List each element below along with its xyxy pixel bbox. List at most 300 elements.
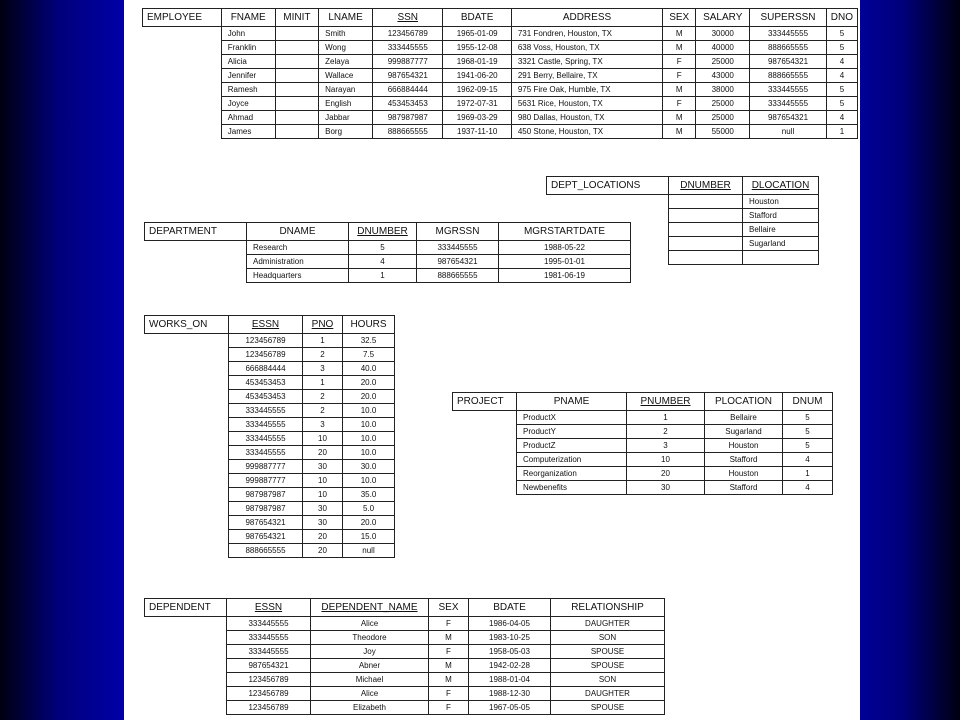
department-cell: Research: [247, 241, 349, 255]
row-spacer: [145, 334, 229, 348]
row-spacer: [143, 97, 222, 111]
row-spacer: [145, 659, 227, 673]
employee-cell: Alicia: [221, 55, 275, 69]
employee-cell: 999887777: [373, 55, 443, 69]
table-row: [145, 255, 631, 269]
dependent-cell: Abner: [311, 659, 429, 673]
works-on-cell: 333445555: [229, 404, 303, 418]
works-on-cell: 333445555: [229, 446, 303, 460]
employee-cell: [275, 111, 319, 125]
employee-cell: 4: [826, 55, 857, 69]
works-on-column-header: PNO: [303, 316, 343, 334]
table-row: [145, 432, 395, 446]
dependent-cell: 333445555: [227, 617, 311, 631]
project-column-header: PNUMBER: [627, 393, 705, 411]
works-on-cell: null: [343, 544, 395, 558]
employee-cell: 333445555: [750, 27, 827, 41]
employee-cell: Wallace: [319, 69, 373, 83]
employee-column-header: FNAME: [221, 9, 275, 27]
table-row: [453, 453, 833, 467]
dept-locations-column-header: DLOCATION: [743, 177, 819, 195]
table-row: [453, 467, 833, 481]
employee-cell: F: [663, 97, 696, 111]
row-spacer: [547, 209, 669, 223]
dependent-cell: SPOUSE: [551, 701, 665, 715]
project-cell: ProductX: [517, 411, 627, 425]
project-cell: 5: [783, 411, 833, 425]
row-spacer: [143, 41, 222, 55]
row-spacer: [143, 111, 222, 125]
employee-cell: Narayan: [319, 83, 373, 97]
works-on-cell: 123456789: [229, 348, 303, 362]
dependent-cell: 1958-05-03: [469, 645, 551, 659]
table-row: [547, 209, 819, 223]
works-on-cell: 999887777: [229, 460, 303, 474]
dependent-cell: 123456789: [227, 701, 311, 715]
row-spacer: [547, 195, 669, 209]
employee-cell: Zelaya: [319, 55, 373, 69]
dependent-cell: Joy: [311, 645, 429, 659]
table-row: [145, 474, 395, 488]
works-on-cell: 20.0: [343, 516, 395, 530]
department-column-header: MGRSSN: [417, 223, 499, 241]
works-on-cell: 888665555: [229, 544, 303, 558]
employee-cell: 1968-01-19: [443, 55, 511, 69]
dependent-cell: 987654321: [227, 659, 311, 673]
project-cell: 3: [627, 439, 705, 453]
employee-cell: 25000: [696, 97, 750, 111]
employee-cell: 987654321: [750, 111, 827, 125]
dept-locations-cell: Stafford: [743, 209, 819, 223]
dependent-cell: M: [429, 659, 469, 673]
works-on-cell: 999887777: [229, 474, 303, 488]
department-cell: 1: [349, 269, 417, 283]
employee-cell: 1955-12-08: [443, 41, 511, 55]
row-spacer: [453, 425, 517, 439]
employee-cell: 1941-06-20: [443, 69, 511, 83]
row-spacer: [145, 348, 229, 362]
table-row: [453, 425, 833, 439]
employee-column-header: LNAME: [319, 9, 373, 27]
row-spacer: [145, 432, 229, 446]
department-column-header: MGRSTARTDATE: [499, 223, 631, 241]
employee-cell: [275, 41, 319, 55]
table-row: [145, 617, 665, 631]
dependent-cell: 1983-10-25: [469, 631, 551, 645]
dependent-cell: F: [429, 701, 469, 715]
row-spacer: [145, 701, 227, 715]
table-row: [145, 362, 395, 376]
project-cell: Computerization: [517, 453, 627, 467]
employee-cell: [275, 69, 319, 83]
employee-cell: 5: [826, 97, 857, 111]
works-on-relation-name: WORKS_ON: [145, 316, 229, 334]
employee-cell: 4: [826, 69, 857, 83]
project-cell: Newbenefits: [517, 481, 627, 495]
row-spacer: [143, 125, 222, 139]
row-spacer: [145, 617, 227, 631]
works-on-column-header: HOURS: [343, 316, 395, 334]
dependent-cell: SON: [551, 631, 665, 645]
department-cell: 888665555: [417, 269, 499, 283]
employee-cell: [275, 55, 319, 69]
row-spacer: [453, 467, 517, 481]
dependent-column-header: BDATE: [469, 599, 551, 617]
dept-locations-cell: [669, 209, 743, 223]
table-row: [145, 446, 395, 460]
department-cell: 333445555: [417, 241, 499, 255]
employee-cell: 4: [826, 111, 857, 125]
employee-cell: Ramesh: [221, 83, 275, 97]
row-spacer: [453, 453, 517, 467]
table-row: [453, 481, 833, 495]
works-on-cell: 15.0: [343, 530, 395, 544]
works-on-cell: 10.0: [343, 474, 395, 488]
table-row: [145, 404, 395, 418]
dependent-cell: DAUGHTER: [551, 687, 665, 701]
table-row: [145, 544, 395, 558]
department-table: [144, 222, 631, 283]
dependent-cell: Elizabeth: [311, 701, 429, 715]
works-on-cell: 20.0: [343, 390, 395, 404]
employee-cell: Smith: [319, 27, 373, 41]
dependent-cell: 1942-02-28: [469, 659, 551, 673]
works-on-cell: 453453453: [229, 390, 303, 404]
works-on-cell: 987987987: [229, 502, 303, 516]
employee-column-header: BDATE: [443, 9, 511, 27]
employee-cell: 40000: [696, 41, 750, 55]
department-cell: 1981-06-19: [499, 269, 631, 283]
dependent-column-header: DEPENDENT_NAME: [311, 599, 429, 617]
project-header-row: [453, 393, 833, 411]
employee-cell: 1: [826, 125, 857, 139]
works-on-cell: 666884444: [229, 362, 303, 376]
dependent-cell: 123456789: [227, 673, 311, 687]
employee-cell: null: [750, 125, 827, 139]
works-on-cell: 123456789: [229, 334, 303, 348]
employee-cell: 975 Fire Oak, Humble, TX: [511, 83, 662, 97]
employee-cell: 1965-01-09: [443, 27, 511, 41]
row-spacer: [145, 474, 229, 488]
employee-cell: 5: [826, 27, 857, 41]
works-on-cell: 10.0: [343, 404, 395, 418]
row-spacer: [145, 544, 229, 558]
employee-cell: 333445555: [750, 97, 827, 111]
dept-locations-cell: Sugarland: [743, 237, 819, 251]
employee-cell: M: [663, 27, 696, 41]
employee-cell: James: [221, 125, 275, 139]
row-spacer: [145, 502, 229, 516]
employee-header-row: [143, 9, 858, 27]
table-row: [453, 439, 833, 453]
row-spacer: [143, 69, 222, 83]
employee-column-header: ADDRESS: [511, 9, 662, 27]
employee-cell: 123456789: [373, 27, 443, 41]
dependent-cell: 333445555: [227, 645, 311, 659]
row-spacer: [453, 411, 517, 425]
row-spacer: [145, 241, 247, 255]
project-table: [452, 392, 833, 495]
project-cell: Reorganization: [517, 467, 627, 481]
dependent-cell: DAUGHTER: [551, 617, 665, 631]
employee-cell: English: [319, 97, 373, 111]
table-row: [145, 687, 665, 701]
department-cell: 1995-01-01: [499, 255, 631, 269]
employee-cell: Jennifer: [221, 69, 275, 83]
employee-cell: Borg: [319, 125, 373, 139]
table-row: [145, 631, 665, 645]
row-spacer: [145, 530, 229, 544]
works-on-cell: 10: [303, 432, 343, 446]
project-cell: 5: [783, 425, 833, 439]
table-row: [145, 516, 395, 530]
employee-cell: F: [663, 69, 696, 83]
row-spacer: [145, 631, 227, 645]
project-cell: 4: [783, 481, 833, 495]
row-spacer: [145, 362, 229, 376]
works-on-cell: 2: [303, 404, 343, 418]
employee-cell: [275, 125, 319, 139]
table-row: [145, 348, 395, 362]
department-relation-name: DEPARTMENT: [145, 223, 247, 241]
employee-cell: [275, 97, 319, 111]
works-on-cell: 3: [303, 418, 343, 432]
row-spacer: [145, 404, 229, 418]
employee-cell: 25000: [696, 111, 750, 125]
employee-cell: 450 Stone, Houston, TX: [511, 125, 662, 139]
row-spacer: [145, 255, 247, 269]
table-row: [143, 83, 858, 97]
project-cell: 1: [783, 467, 833, 481]
dependent-cell: F: [429, 617, 469, 631]
employee-cell: [275, 83, 319, 97]
works-on-cell: 987654321: [229, 530, 303, 544]
works-on-cell: 20.0: [343, 376, 395, 390]
employee-cell: 333445555: [373, 41, 443, 55]
employee-cell: M: [663, 83, 696, 97]
employee-cell: 666884444: [373, 83, 443, 97]
employee-cell: 888665555: [750, 41, 827, 55]
works-on-table: [144, 315, 395, 558]
row-spacer: [143, 55, 222, 69]
table-row: [143, 27, 858, 41]
works-on-cell: 453453453: [229, 376, 303, 390]
dependent-column-header: SEX: [429, 599, 469, 617]
employee-cell: Jabbar: [319, 111, 373, 125]
dependent-cell: Theodore: [311, 631, 429, 645]
works-on-cell: 2: [303, 348, 343, 362]
dept-locations-cell: [669, 251, 743, 265]
dependent-column-header: RELATIONSHIP: [551, 599, 665, 617]
works-on-cell: 32.5: [343, 334, 395, 348]
department-cell: Administration: [247, 255, 349, 269]
dependent-cell: 333445555: [227, 631, 311, 645]
department-header-row: [145, 223, 631, 241]
works-on-cell: 20: [303, 530, 343, 544]
project-cell: Sugarland: [705, 425, 783, 439]
table-row: [143, 97, 858, 111]
employee-cell: M: [663, 41, 696, 55]
dept-locations-cell: Houston: [743, 195, 819, 209]
department-cell: 1988-05-22: [499, 241, 631, 255]
table-row: [145, 418, 395, 432]
employee-cell: M: [663, 111, 696, 125]
table-row: [145, 460, 395, 474]
employee-cell: M: [663, 125, 696, 139]
row-spacer: [453, 439, 517, 453]
project-cell: ProductY: [517, 425, 627, 439]
employee-cell: 980 Dallas, Houston, TX: [511, 111, 662, 125]
employee-cell: 5: [826, 41, 857, 55]
works-on-cell: 30: [303, 460, 343, 474]
works-on-cell: 10: [303, 488, 343, 502]
project-cell: ProductZ: [517, 439, 627, 453]
table-row: [145, 673, 665, 687]
works-on-cell: 333445555: [229, 432, 303, 446]
project-cell: Houston: [705, 467, 783, 481]
table-row: [143, 111, 858, 125]
dependent-cell: F: [429, 687, 469, 701]
table-row: [145, 530, 395, 544]
table-row: [145, 334, 395, 348]
dependent-cell: F: [429, 645, 469, 659]
row-spacer: [145, 376, 229, 390]
row-spacer: [145, 687, 227, 701]
employee-cell: 5631 Rice, Houston, TX: [511, 97, 662, 111]
project-cell: 2: [627, 425, 705, 439]
employee-cell: 1962-09-15: [443, 83, 511, 97]
employee-cell: 25000: [696, 55, 750, 69]
employee-column-header: SALARY: [696, 9, 750, 27]
works-on-cell: 30.0: [343, 460, 395, 474]
table-row: [143, 41, 858, 55]
project-cell: Houston: [705, 439, 783, 453]
employee-cell: 1969-03-29: [443, 111, 511, 125]
dept-locations-cell: [743, 251, 819, 265]
dept-locations-cell: Bellaire: [743, 223, 819, 237]
employee-cell: 43000: [696, 69, 750, 83]
works-on-cell: 333445555: [229, 418, 303, 432]
works-on-cell: 7.5: [343, 348, 395, 362]
dept-locations-header-row: [547, 177, 819, 195]
employee-cell: Joyce: [221, 97, 275, 111]
employee-cell: Ahmad: [221, 111, 275, 125]
project-cell: Stafford: [705, 481, 783, 495]
employee-cell: 5: [826, 83, 857, 97]
works-on-cell: 2: [303, 390, 343, 404]
project-cell: 5: [783, 439, 833, 453]
table-row: [145, 241, 631, 255]
table-row: [145, 390, 395, 404]
works-on-cell: 3: [303, 362, 343, 376]
works-on-cell: 10.0: [343, 446, 395, 460]
row-spacer: [145, 488, 229, 502]
table-row: [145, 502, 395, 516]
employee-cell: Wong: [319, 41, 373, 55]
table-row: [143, 125, 858, 139]
table-row: [143, 55, 858, 69]
employee-cell: 55000: [696, 125, 750, 139]
project-column-header: PLOCATION: [705, 393, 783, 411]
dependent-header-row: [145, 599, 665, 617]
row-spacer: [145, 516, 229, 530]
works-on-column-header: ESSN: [229, 316, 303, 334]
employee-relation-name: EMPLOYEE: [143, 9, 222, 27]
row-spacer: [145, 446, 229, 460]
works-on-cell: 30: [303, 516, 343, 530]
project-cell: 4: [783, 453, 833, 467]
works-on-cell: 10.0: [343, 432, 395, 446]
employee-column-header: SUPERSSN: [750, 9, 827, 27]
project-cell: 20: [627, 467, 705, 481]
employee-cell: 638 Voss, Houston, TX: [511, 41, 662, 55]
works-on-cell: 10.0: [343, 418, 395, 432]
project-cell: 30: [627, 481, 705, 495]
employee-column-header: MINIT: [275, 9, 319, 27]
works-on-cell: 5.0: [343, 502, 395, 516]
project-column-header: DNUM: [783, 393, 833, 411]
employee-cell: F: [663, 55, 696, 69]
works-on-cell: 40.0: [343, 362, 395, 376]
project-cell: 10: [627, 453, 705, 467]
employee-column-header: DNO: [826, 9, 857, 27]
dependent-cell: SON: [551, 673, 665, 687]
dependent-table: [144, 598, 665, 715]
employee-cell: 888665555: [750, 69, 827, 83]
dependent-cell: 123456789: [227, 687, 311, 701]
employee-cell: 30000: [696, 27, 750, 41]
dependent-column-header: ESSN: [227, 599, 311, 617]
dependent-cell: M: [429, 631, 469, 645]
dependent-cell: Michael: [311, 673, 429, 687]
project-cell: Bellaire: [705, 411, 783, 425]
employee-cell: 453453453: [373, 97, 443, 111]
row-spacer: [145, 460, 229, 474]
row-spacer: [145, 269, 247, 283]
employee-cell: 291 Berry, Bellaire, TX: [511, 69, 662, 83]
table-row: [143, 69, 858, 83]
works-on-cell: 1: [303, 334, 343, 348]
dept-locations-cell: [669, 195, 743, 209]
employee-cell: 888665555: [373, 125, 443, 139]
table-row: [145, 659, 665, 673]
row-spacer: [145, 390, 229, 404]
table-row: [145, 269, 631, 283]
dept-locations-cell: [669, 237, 743, 251]
department-column-header: DNAME: [247, 223, 349, 241]
employee-cell: 987987987: [373, 111, 443, 125]
table-row: [453, 411, 833, 425]
department-column-header: DNUMBER: [349, 223, 417, 241]
employee-table: [142, 8, 858, 139]
dependent-relation-name: DEPENDENT: [145, 599, 227, 617]
dept-locations-cell: [669, 223, 743, 237]
schema-sheet: [124, 0, 860, 720]
row-spacer: [143, 83, 222, 97]
employee-cell: Franklin: [221, 41, 275, 55]
employee-column-header: SEX: [663, 9, 696, 27]
department-cell: 4: [349, 255, 417, 269]
employee-cell: 333445555: [750, 83, 827, 97]
row-spacer: [145, 645, 227, 659]
dependent-cell: 1988-01-04: [469, 673, 551, 687]
employee-cell: [275, 27, 319, 41]
dependent-cell: M: [429, 673, 469, 687]
employee-cell: 987654321: [373, 69, 443, 83]
dependent-cell: 1967-05-05: [469, 701, 551, 715]
employee-cell: 1937-11-10: [443, 125, 511, 139]
table-row: [547, 195, 819, 209]
